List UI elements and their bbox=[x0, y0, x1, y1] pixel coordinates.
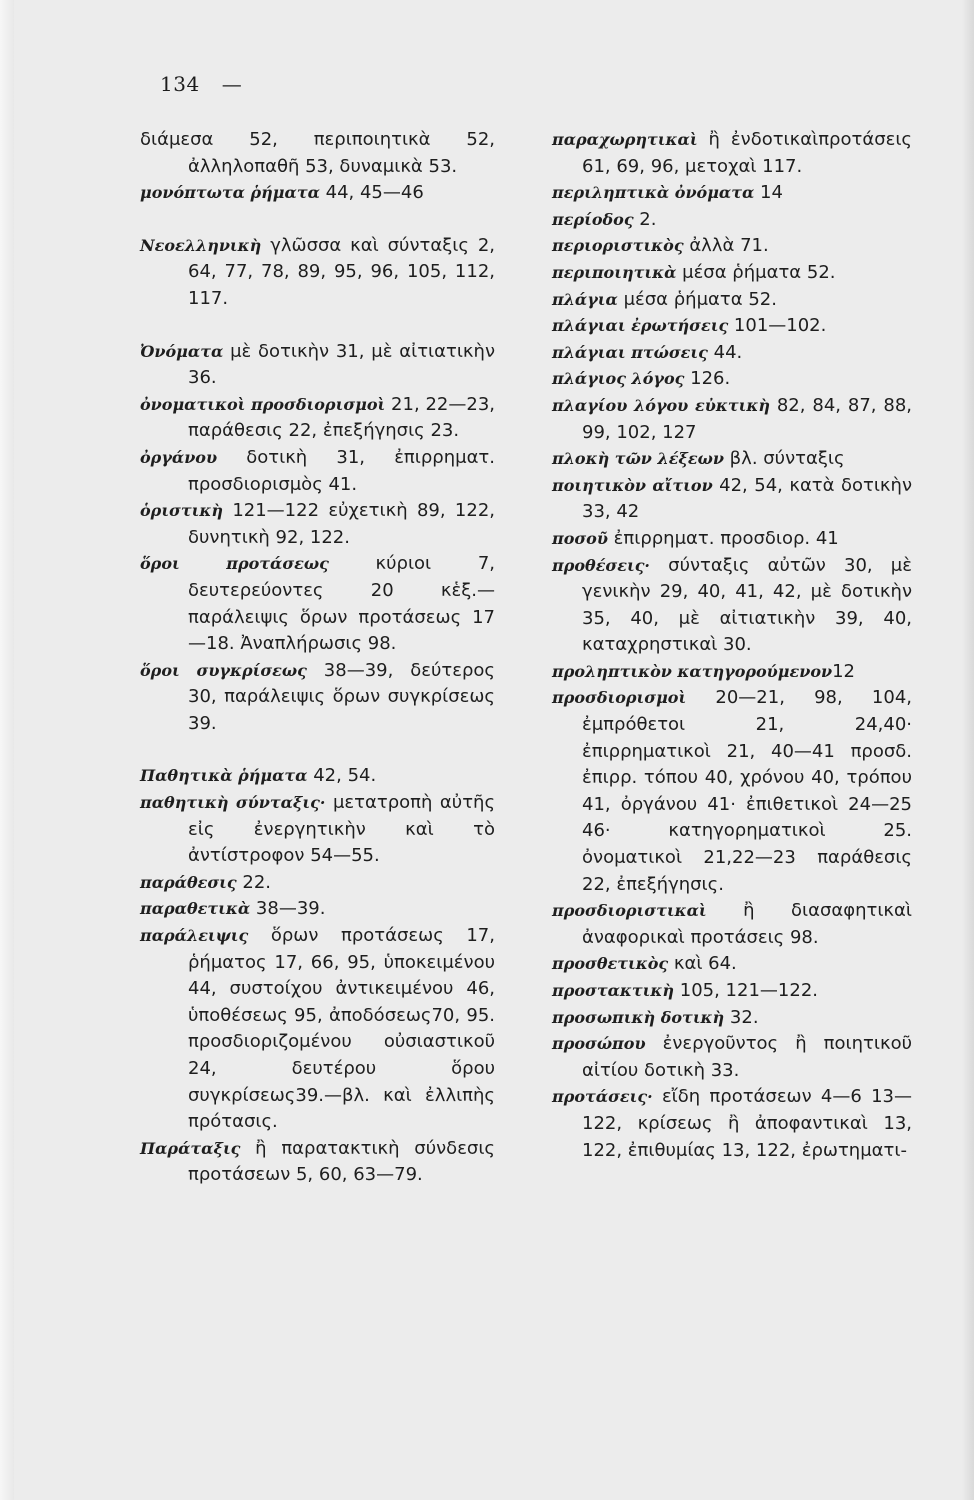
index-entry bbox=[552, 685, 912, 898]
index-locators: 38—39, δεύτερος 30, παράλειψις ὅρων συγκρίσεως 39. bbox=[188, 659, 495, 734]
index-locators: μέσα ῥήματα 52. bbox=[676, 261, 836, 283]
index-term: παραχωρητικαὶ bbox=[552, 130, 698, 149]
index-term: προσώπου bbox=[552, 1034, 646, 1054]
scan-edge-right bbox=[962, 0, 974, 1500]
index-locators: 126. bbox=[684, 368, 731, 390]
index-term: περιποιητικὰ bbox=[552, 262, 677, 282]
index-locators: 42, 54, κατὰ δοτικὴν 33, 42 bbox=[582, 474, 913, 523]
index-locators: ὅρων προτάσεως 17, ῥήματος 17, 66, 95, ὑποκειμένου 44, συστοίχου ἀντικειμένου 46, ὑποθέσεως 95, ἀποδόσεως70, 95. προσδιοριζομένου οὐσιαστικοῦ 24, δευτέρου ὅρου συγκρίσεως39.—βλ. καὶ ἐλλιπὴς πρότασις. bbox=[188, 925, 495, 1133]
index-locators: 20—21, 98, 104, ἐμπρόθετοι 21, 24,40· ἐπιρρηματικοὶ 21, 40—41 προσδ. ἐπιρρ. τόπου 40, χρόνου 40, τρόπου 41, ὀργάνου 41· ἐπιθετικοὶ 24—25 46· κατηγορηματικοὶ 25. ὀνοματικοὶ 21,22—23 παράθεσις 22, ἐπεξήγησις. bbox=[582, 687, 912, 895]
index-entry bbox=[140, 498, 495, 551]
index-term: ποσοῦ bbox=[552, 528, 608, 548]
index-entry bbox=[552, 659, 912, 686]
index-term: προστακτικὴ bbox=[552, 981, 675, 1000]
index-entry bbox=[552, 340, 912, 367]
index-term: Νεοελληνικὴ bbox=[140, 235, 262, 255]
index-term: προσδιοριστικαὶ bbox=[552, 901, 707, 921]
index-locators: γλῶσσα καὶ σύνταξις 2, 64, 77, 78, 89, 95, 96, 105, 112, 117. bbox=[188, 234, 495, 309]
index-locators: 42, 54. bbox=[307, 765, 377, 787]
page-header bbox=[160, 72, 242, 96]
index-entry bbox=[140, 392, 495, 445]
index-term: πλαγίου λόγου εὐκτικὴ bbox=[552, 395, 770, 415]
index-locators: ἢ διασαφητικαὶ ἀναφορικαὶ προτάσεις 98. bbox=[582, 900, 912, 948]
index-entry bbox=[552, 233, 912, 260]
index-entry bbox=[140, 180, 495, 207]
index-entry bbox=[140, 551, 495, 657]
index-locators: ἢ παρατακτικὴ σύνδεσις προτάσεων 5, 60, 63—79. bbox=[188, 1137, 495, 1186]
index-entry bbox=[552, 1031, 912, 1084]
index-term: πλοκὴ τῶν λέξεων bbox=[552, 449, 724, 469]
index-term: προσδιορισμοὶ bbox=[552, 688, 687, 708]
index-entry bbox=[552, 898, 912, 951]
index-entry bbox=[552, 180, 912, 207]
index-entry bbox=[552, 446, 912, 473]
index-column-left bbox=[140, 127, 495, 1189]
index-locators: 44. bbox=[707, 341, 743, 363]
index-term: προληπτικὸν κατηγορούμενον bbox=[552, 661, 833, 681]
index-locators: 38—39. bbox=[250, 898, 326, 920]
index-term: ὀργάνου bbox=[140, 447, 218, 467]
index-entry bbox=[140, 445, 495, 498]
index-entry bbox=[552, 207, 912, 234]
index-locators: 101—102. bbox=[728, 315, 827, 337]
index-locators: μέσα ῥήματα 52. bbox=[617, 288, 777, 310]
index-term: μονόπτωτα ῥήματα bbox=[140, 183, 320, 203]
index-entry bbox=[552, 287, 912, 314]
index-locators: μετατροπὴ αὐτῆς εἰς ἐνεργητικὴν καὶ τὸ ἀντίστροφον 54—55. bbox=[188, 792, 496, 867]
index-term: πλάγιαι ἐρωτήσεις bbox=[552, 316, 729, 336]
index-term: ὅροι συγκρίσεως bbox=[140, 660, 307, 680]
index-term: ὁριστικὴ bbox=[140, 501, 223, 521]
index-entry bbox=[552, 473, 912, 526]
index-locators: 105, 121—122. bbox=[674, 980, 818, 1001]
index-locators: ἐνεργοῦντος ἢ ποιητικοῦ αἰτίου δοτικὴ 33. bbox=[582, 1033, 912, 1081]
index-term: περιληπτικὰ ὀνόματα bbox=[552, 183, 755, 203]
scan-edge-left bbox=[0, 0, 14, 1500]
index-entry bbox=[140, 923, 495, 1136]
index-term: προτάσεις· bbox=[552, 1087, 653, 1107]
index-entry bbox=[552, 127, 912, 180]
index-entry bbox=[140, 658, 495, 738]
index-locators: μὲ δοτικὴν 31, μὲ αἰτιατικὴν 36. bbox=[188, 340, 495, 389]
index-term: προσθετικὸς bbox=[552, 954, 669, 974]
index-term: ποιητικὸν αἴτιον bbox=[552, 475, 713, 495]
index-entry bbox=[552, 313, 912, 340]
index-locators: 82, 84, 87, 88, 99, 102, 127 bbox=[582, 394, 913, 443]
index-column-right bbox=[552, 127, 912, 1164]
index-locators: ἢ ἐνδοτικαὶπροτάσεις 61, 69, 96, μετοχαὶ 117. bbox=[582, 129, 912, 177]
index-locators: δοτικὴ 31, ἐπιρρηματ. προσδιορισμὸς 41. bbox=[188, 446, 495, 495]
index-locators: καὶ 64. bbox=[668, 953, 737, 975]
index-term: παθητικὴ σύνταξις· bbox=[140, 793, 326, 813]
index-locators: εἴδη προτάσεων 4—6 13—122, κρίσεως ἢ ἀποφαντικαὶ 13, 122, ἐπιθυμίας 13, 122, ἐρωτηματι- bbox=[582, 1086, 912, 1161]
index-entry bbox=[552, 393, 912, 446]
index-entry bbox=[140, 790, 495, 870]
page-number-dash: — bbox=[221, 72, 243, 96]
index-term: προθέσεις· bbox=[552, 555, 650, 575]
index-entry bbox=[552, 1084, 912, 1164]
index-entry bbox=[552, 526, 912, 553]
index-locators: 2. bbox=[633, 208, 657, 230]
index-locators: ἐπιρρηματ. προσδιορ. 41 bbox=[607, 527, 839, 549]
index-locators: κύριοι 7, δευτερεύοντες 20 κἑξ.—παράλειψις ὅρων προτάσεως 17—18. Ἀναπλήρωσις 98. bbox=[188, 553, 495, 655]
index-locators: ἀλλὰ 71. bbox=[683, 235, 769, 257]
index-term: Παράταξις bbox=[140, 1138, 241, 1158]
index-locators: διάμεσα 52, περιποιητικὰ 52, ἀλληλοπαθῆ 53, δυναμικὰ 53. bbox=[140, 129, 495, 177]
index-term: Παθητικὰ ῥήματα bbox=[140, 766, 308, 786]
index-entry bbox=[140, 233, 495, 313]
index-term: πλάγιος λόγος bbox=[552, 369, 685, 389]
index-term: ὀνοματικοὶ προσδιορισμοὶ bbox=[140, 394, 386, 414]
index-term: προσωπικὴ δοτικὴ bbox=[552, 1007, 725, 1027]
index-term: περιοριστικὸς bbox=[552, 236, 684, 256]
index-term: παράθεσις bbox=[140, 872, 237, 892]
index-entry bbox=[552, 260, 912, 287]
index-term: παράλειψις bbox=[140, 926, 249, 946]
index-locators: βλ. σύνταξις bbox=[723, 448, 845, 470]
index-locators: σύνταξις αὐτῶν 30, μὲ γενικὴν 29, 40, 41, 42, μὲ δοτικὴν 35, 40, μὲ αἰτιατικὴν 39, 40, καταχρηστικαὶ 30. bbox=[582, 554, 912, 656]
index-entry bbox=[140, 127, 495, 180]
index-entry bbox=[552, 1005, 912, 1032]
index-entry bbox=[140, 339, 495, 392]
index-entry bbox=[140, 870, 495, 897]
index-entry bbox=[552, 978, 912, 1005]
index-entry bbox=[552, 951, 912, 978]
index-locators: 44, 45—46 bbox=[319, 182, 424, 204]
index-term: παραθετικὰ bbox=[140, 899, 251, 919]
index-locators: 12 bbox=[832, 660, 855, 682]
index-term: ὅροι προτάσεως bbox=[140, 554, 329, 574]
index-entry bbox=[140, 896, 495, 923]
index-locators: 32. bbox=[724, 1006, 759, 1028]
page-number: 134 bbox=[160, 72, 200, 96]
index-locators: 21, 22—23, παράθεσις 22, ἐπεξήγησις 23. bbox=[188, 393, 495, 442]
index-entry bbox=[140, 1136, 495, 1189]
index-entry bbox=[552, 366, 912, 393]
index-term: πλάγιαι πτώσεις bbox=[552, 342, 708, 362]
index-locators: 22. bbox=[236, 871, 272, 893]
index-term: περίοδος bbox=[552, 209, 634, 229]
index-locators: 121—122 εὐχετικὴ 89, 122, δυνητικὴ 92, 122. bbox=[188, 500, 495, 548]
index-entry bbox=[140, 763, 495, 790]
index-term: Ὀνόματα bbox=[140, 341, 224, 361]
index-term: πλάγια bbox=[552, 289, 618, 309]
index-locators: 14 bbox=[754, 182, 783, 204]
index-entry bbox=[552, 553, 912, 659]
